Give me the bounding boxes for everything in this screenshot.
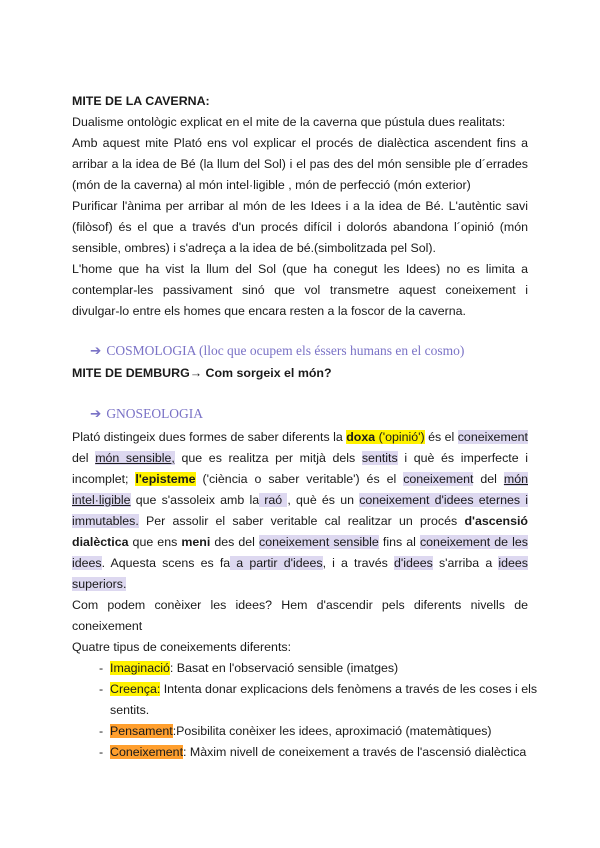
paragraph-line: intel·ligible que s'assoleix amb la raó , què és un coneixement d'idees eternes i — [72, 493, 528, 507]
section-cosmologia — [72, 341, 528, 384]
paragraph-line: dialèctica que ens meni des del coneixement sensible fins al coneixement de les — [72, 535, 528, 549]
types-intro: Quatre tipus de coneixements diferents: — [72, 640, 292, 654]
paragraph-line: (món de la caverna) al món intel·ligible , món de perfecció (món exterior) — [72, 178, 471, 192]
paragraph-line: Purificar l'ànima per arribar al món de les Idees i a la idea de Bé. L'autèntic savi — [72, 199, 528, 213]
paragraph-line: immutables. Per assolir el saber veritable cal realitzar un procés d'ascensió — [72, 514, 528, 528]
paragraph-line: superiors. — [72, 577, 127, 591]
list-item: - Coneixement: Màxim nivell de coneixement a través de l'ascensió dialèctica — [99, 745, 527, 759]
intro-line: Dualisme ontològic explicat en el mite de la caverna que pústula dues realitats: — [72, 115, 506, 129]
list-item: - Imaginació: Basat en l'observació sensible (imatges) — [99, 661, 399, 675]
paragraph-line: (filòsof) és el que a través d'un procés difícil i dolorós abandona l´opinió (món — [72, 220, 528, 234]
list-item-continuation: sentits. — [110, 703, 150, 717]
paragraph-line: Plató distingeix dues formes de saber diferents la doxa ('opinió') és el coneixement — [72, 430, 528, 444]
gnoseologia-heading: ➔ GNOSEOLOGIA — [90, 406, 204, 421]
paragraph-line: contemplar-les passivament sinó que vol transmetre aquest coneixement i — [72, 283, 528, 297]
paragraph-line: divulgar-lo entre els homes que encara resten a la foscor de la caverna. — [72, 304, 466, 318]
paragraph-line: incomplet; l'episteme ('ciència o saber veritable') és el coneixement del món — [72, 472, 528, 486]
section-mite-caverna — [72, 91, 528, 322]
paragraph-line: L'home que ha vist la llum del Sol (que ha conegut les Idees) no es limita a — [72, 262, 528, 276]
paragraph-line: arribar a la idea de Bé (la llum del Sol) i el pas des del món sensible ple d´errades — [72, 157, 528, 171]
paragraph-line: idees. Aquesta scens es fa a partir d'idees, i a través d'idees s'arriba a idees — [72, 556, 528, 570]
cosmologia-heading: ➔ COSMOLOGIA (lloc que ocupem els éssers humans en el cosmo) — [90, 343, 465, 358]
question-line: coneixement — [72, 619, 143, 633]
types-list — [72, 658, 538, 763]
section-title: MITE DE LA CAVERNA: — [72, 94, 210, 108]
list-item: - Creença: Intenta donar explicacions dels fenòmens a través de les coses i els — [99, 682, 538, 696]
paragraph-line: del món sensible, que es realitza per mitjà dels sentits i què és imperfecte i — [72, 451, 528, 465]
arrow-right-icon: ➔ — [90, 343, 102, 358]
paragraph-line: sensible, ombres) i s'adreça a la idea de bé.(simbolitzada pel Sol). — [72, 241, 436, 255]
list-item: - Pensament:Posibilita conèixer les idees, aproximació (matemàtiques) — [99, 724, 492, 738]
paragraph-line: Amb aquest mite Plató ens vol explicar el procés de dialèctica ascendent fins a — [72, 136, 528, 150]
highlight-episteme: l'episteme — [135, 472, 196, 486]
arrow-right-icon: ➔ — [90, 406, 102, 421]
section-gnoseologia — [72, 404, 538, 763]
question-line: Com podem conèixer les idees? Hem d'ascendir pels diferents nivells de — [72, 598, 528, 612]
highlight-doxa: doxa — [346, 430, 376, 444]
cosmologia-subtitle: MITE DE DEMBURG→ Com sorgeix el món? — [72, 366, 332, 380]
